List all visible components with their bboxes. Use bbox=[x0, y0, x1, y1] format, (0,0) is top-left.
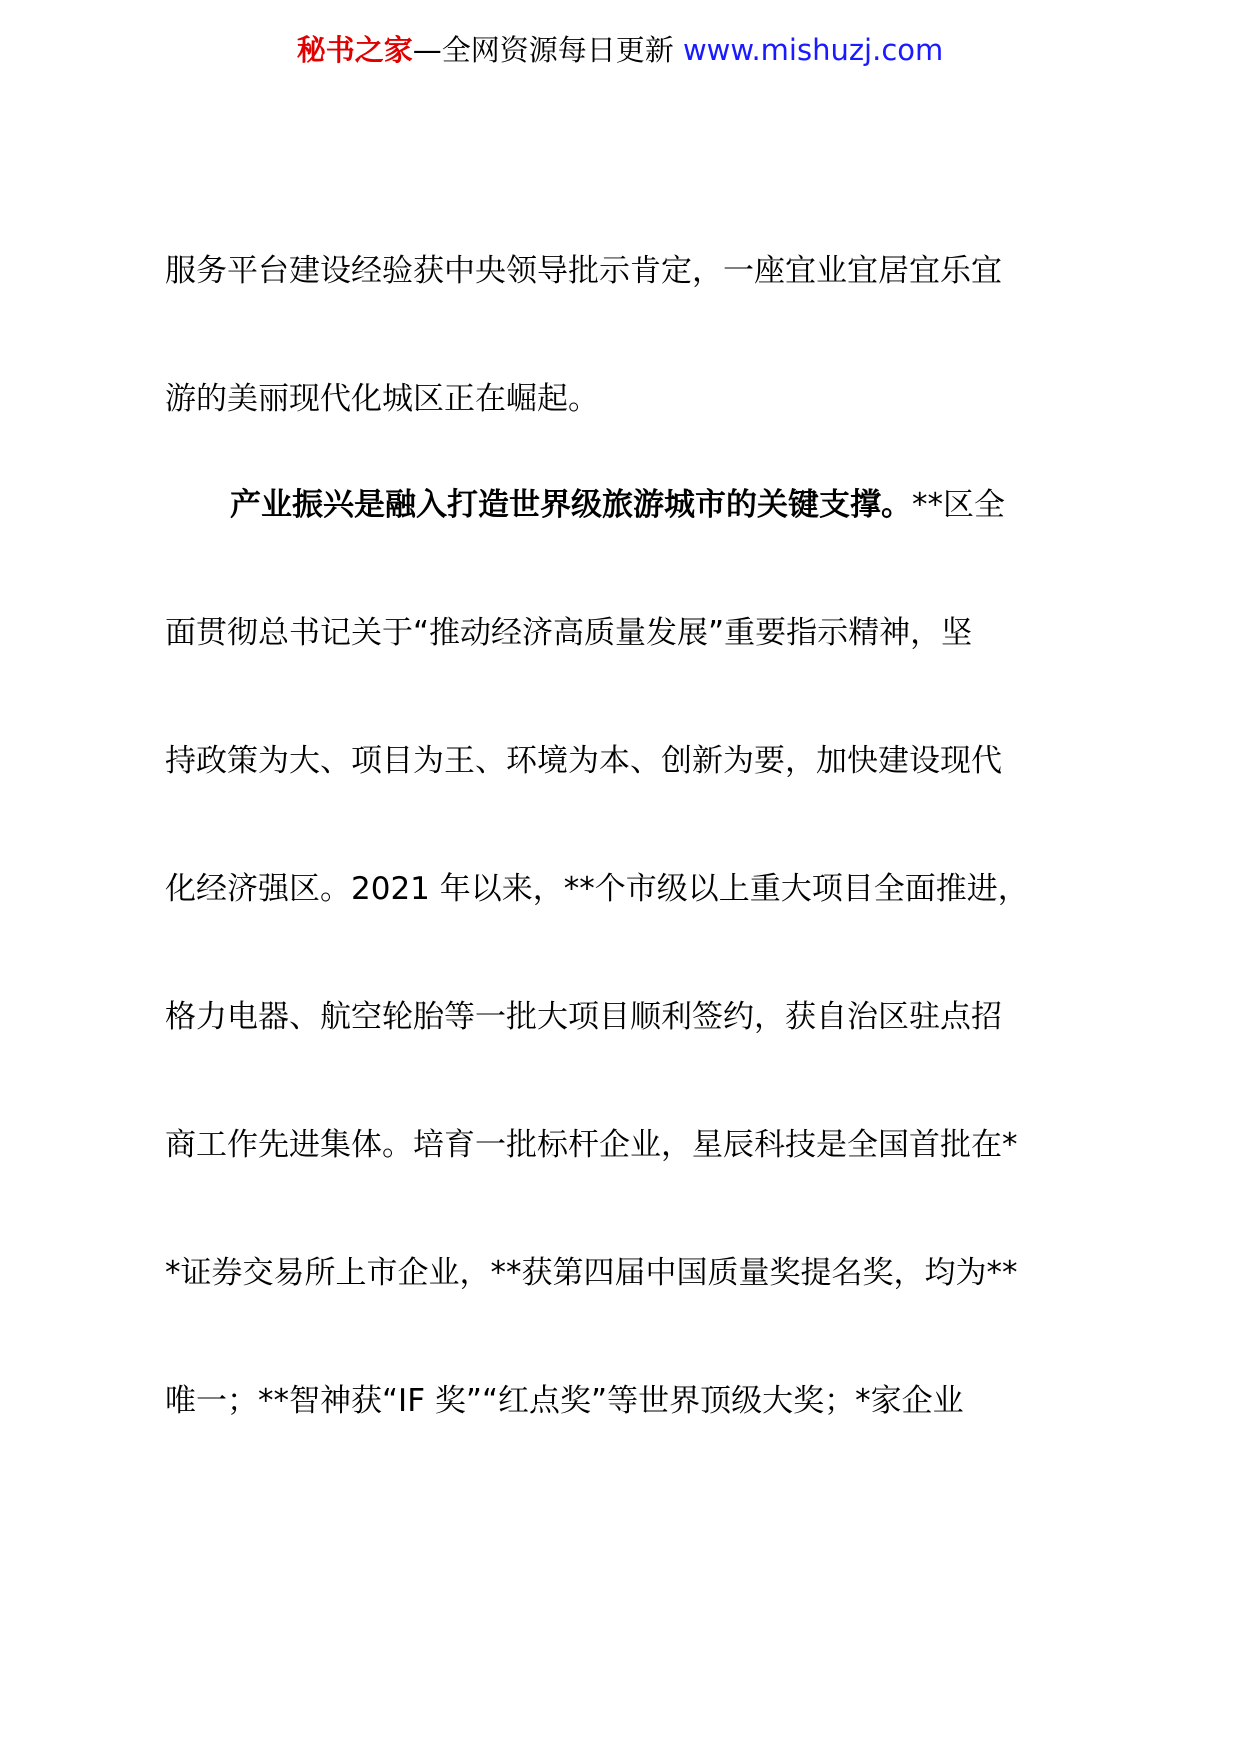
paragraph-line-8: 商工作先进集体。培育一批标杆企业，星辰科技是全国首批在* bbox=[165, 1127, 1018, 1163]
paragraph-line-6: 化经济强区。2021 年以来，**个市级以上重大项目全面推进， bbox=[165, 871, 1029, 907]
site-url-link[interactable]: www.mishuzj.com bbox=[682, 33, 944, 67]
paragraph-line-5: 持政策为大、项目为王、环境为本、创新为要，加快建设现代 bbox=[165, 743, 1002, 779]
paragraph-line-4: 面贯彻总书记关于“推动经济高质量发展”重要指示精神，坚 bbox=[165, 615, 973, 651]
page-header bbox=[0, 30, 1240, 70]
site-name: 秘书之家 bbox=[296, 33, 413, 67]
paragraph-lead-heading: 产业振兴是融入打造世界级旅游城市的关键支撑。 bbox=[230, 487, 912, 523]
paragraph-line-1: 服务平台建设经验获中央领导批示肯定，一座宜业宜居宜乐宜 bbox=[165, 253, 1002, 289]
header-tagline: —全网资源每日更新 bbox=[412, 33, 683, 67]
paragraph-line-3-text: **区全 bbox=[912, 487, 1005, 523]
paragraph-line-7: 格力电器、航空轮胎等一批大项目顺利签约，获自治区驻点招 bbox=[165, 999, 1002, 1035]
paragraph-line-2: 游的美丽现代化城区正在崛起。 bbox=[165, 381, 599, 417]
paragraph-line-10: 唯一；**智神获“IF 奖”“红点奖”等世界顶级大奖；*家企业 bbox=[165, 1383, 964, 1419]
paragraph-line-9: *证券交易所上市企业，**获第四届中国质量奖提名奖，均为** bbox=[165, 1255, 1018, 1291]
paragraph-line-3 bbox=[230, 483, 1180, 527]
